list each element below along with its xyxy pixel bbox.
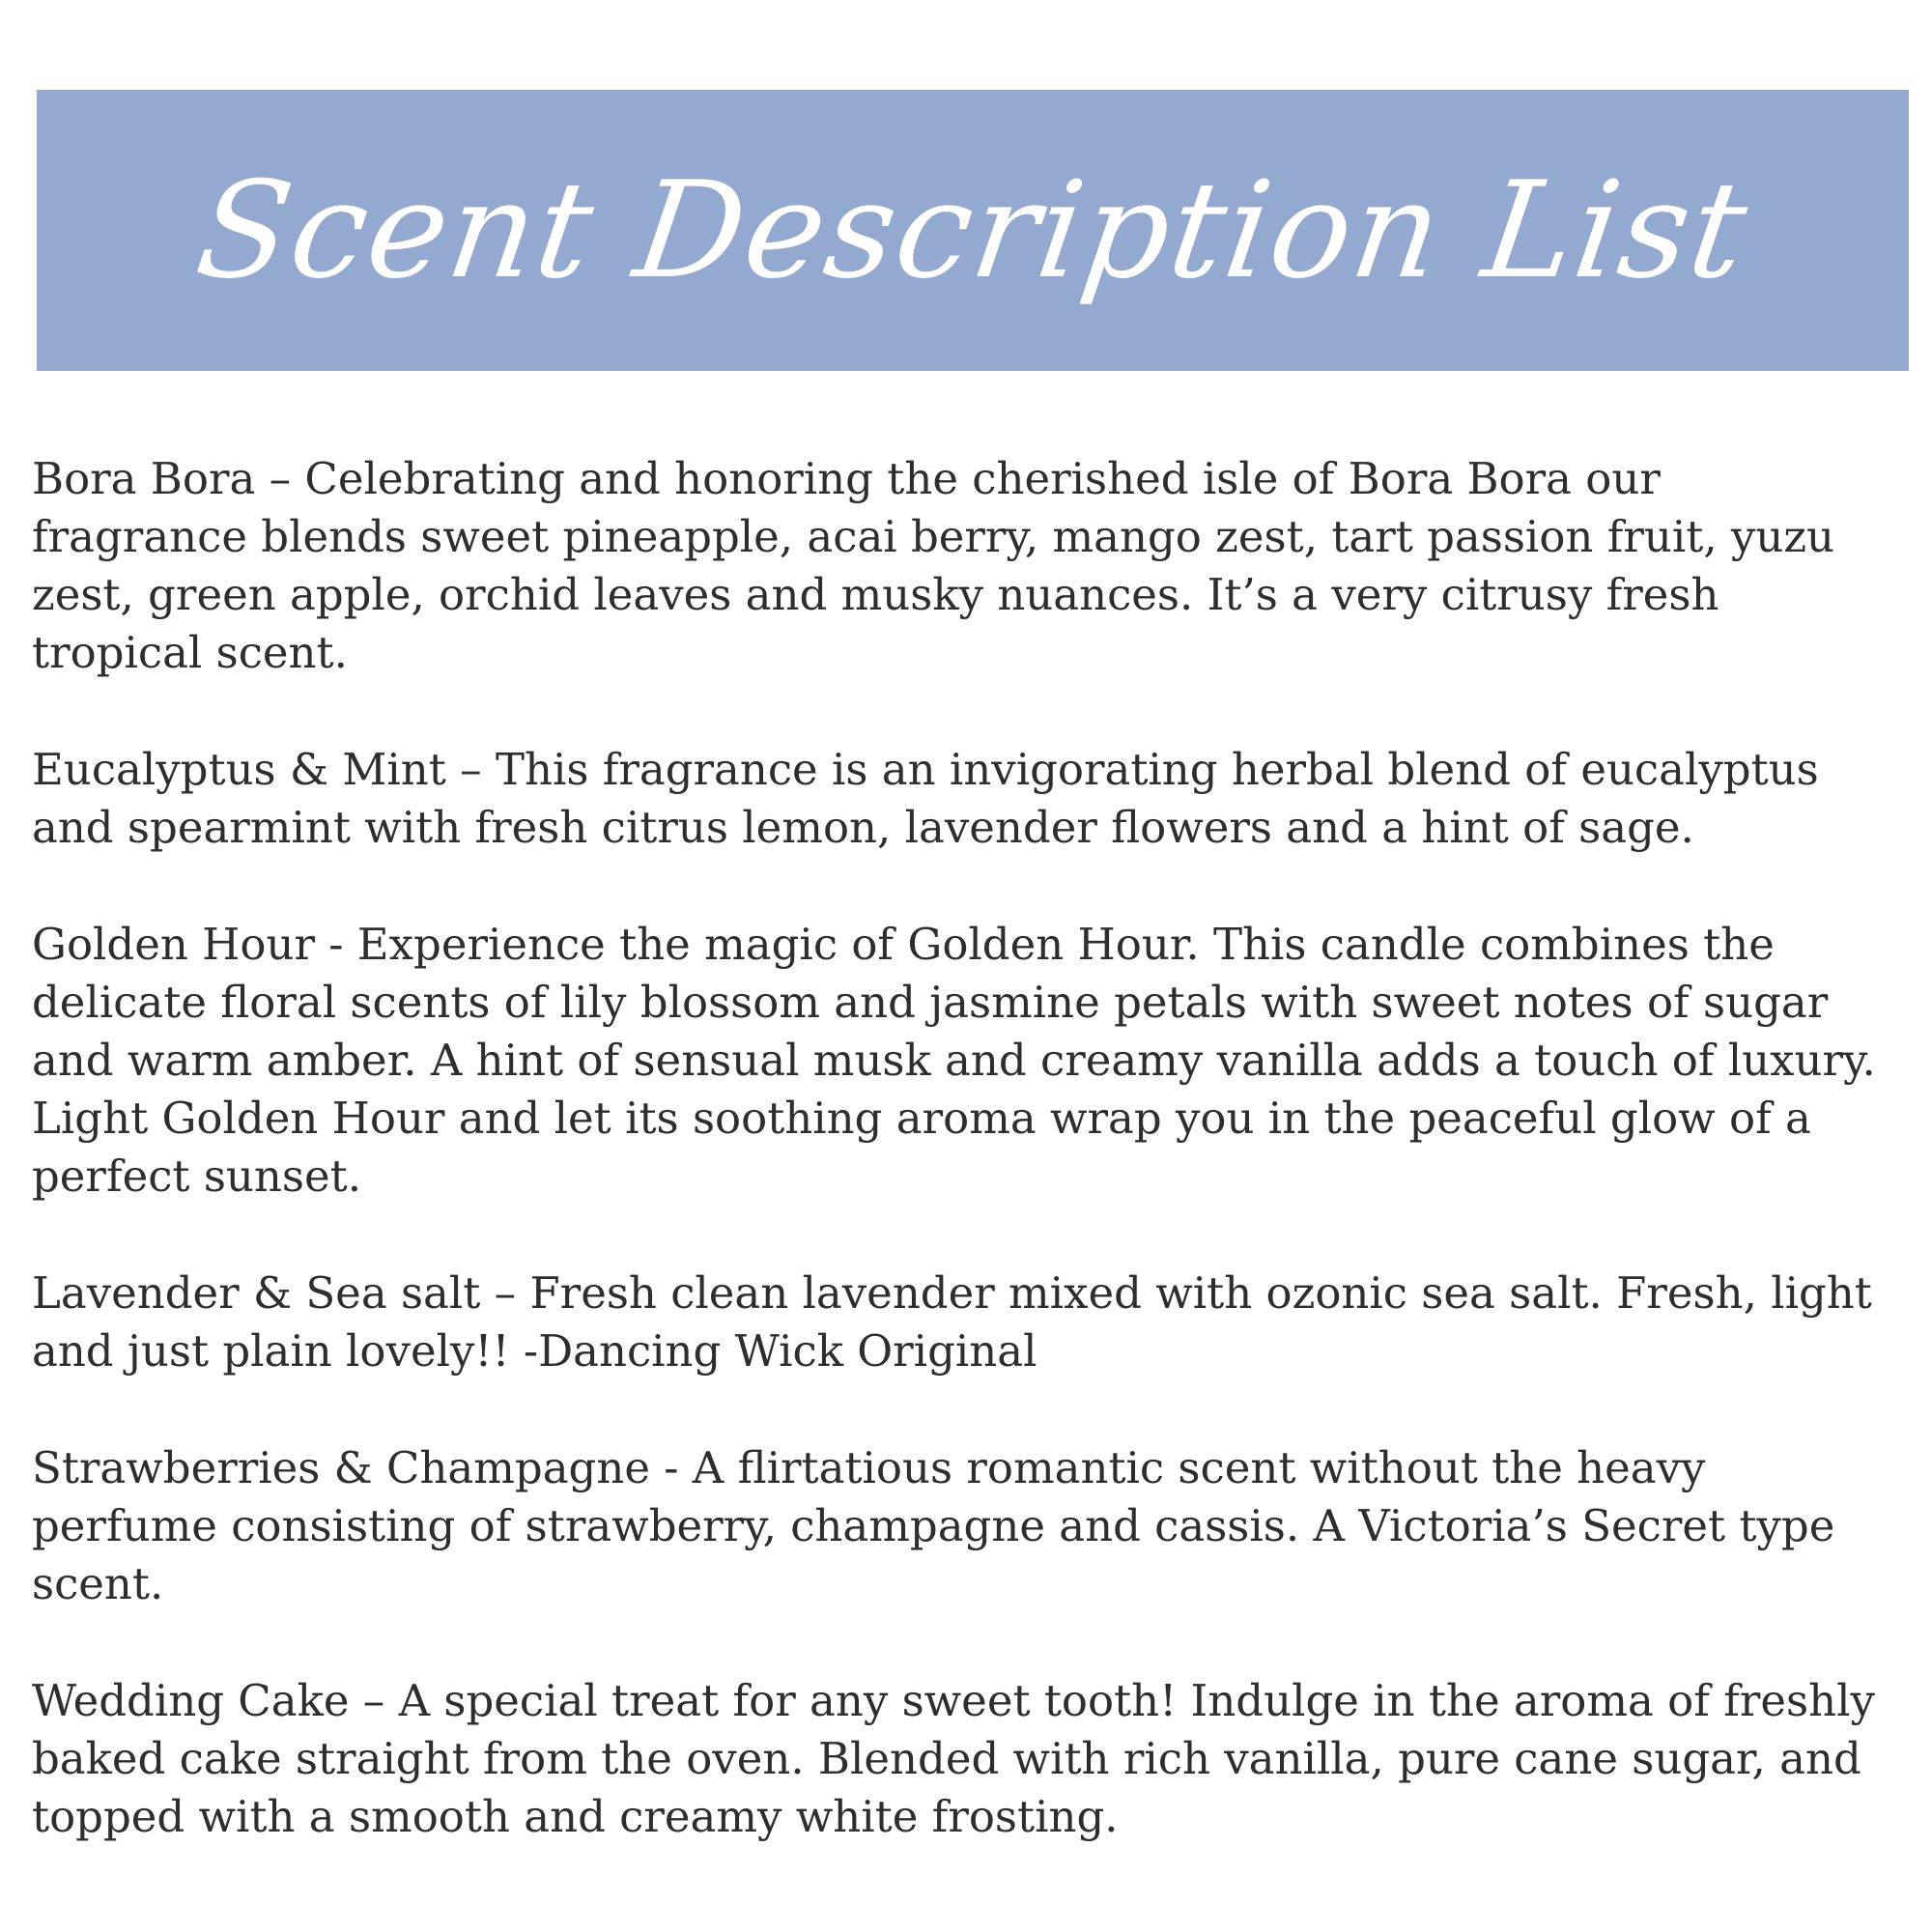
scent-description-wedding-cake: Wedding Cake – A special treat for any sweet tooth! Indulge in the aroma of freshly baked cake straight from the oven. Blended with rich vanilla, pure cane sugar, and topped with a smooth and creamy white frosting. bbox=[32, 1675, 1875, 1842]
scent-list bbox=[32, 450, 1916, 1905]
scent-description-lavender-sea-salt: Lavender & Sea salt – Fresh clean lavender mixed with ozonic sea salt. Fresh, light and just plain lovely!! -Dancing Wick Original bbox=[32, 1267, 1872, 1377]
scent-description-bora-bora: Bora Bora – Celebrating and honoring the cherished isle of Bora Bora our fragrance blends sweet pineapple, acai berry, mango zest, tart passion fruit, yuzu zest, green apple, orchid leaves and musky nuances. It’s a very citrusy fresh tropical scent. bbox=[32, 453, 1835, 678]
scent-description-golden-hour: Golden Hour - Experience the magic of Golden Hour. This candle combines the delicate floral scents of lily blossom and jasmine petals with sweet notes of sugar and warm amber. A hint of sensual musk and creamy vanilla adds a touch of luxury. Light Golden Hour and let its soothing aroma wrap you in the peaceful glow of a perfect sunset. bbox=[32, 919, 1876, 1202]
page-title: Scent Description List bbox=[187, 152, 1758, 308]
scent-description-eucalyptus-mint: Eucalyptus & Mint – This fragrance is an invigorating herbal blend of eucalyptus and spearmint with fresh citrus lemon, lavender flowers and a hint of sage. bbox=[32, 744, 1819, 853]
title-banner bbox=[37, 90, 1909, 371]
scent-description-strawberries-champagne: Strawberries & Champagne - A flirtatious romantic scent without the heavy perfume consisting of strawberry, champagne and cassis. A Victoria’s Secret type scent. bbox=[32, 1442, 1835, 1609]
